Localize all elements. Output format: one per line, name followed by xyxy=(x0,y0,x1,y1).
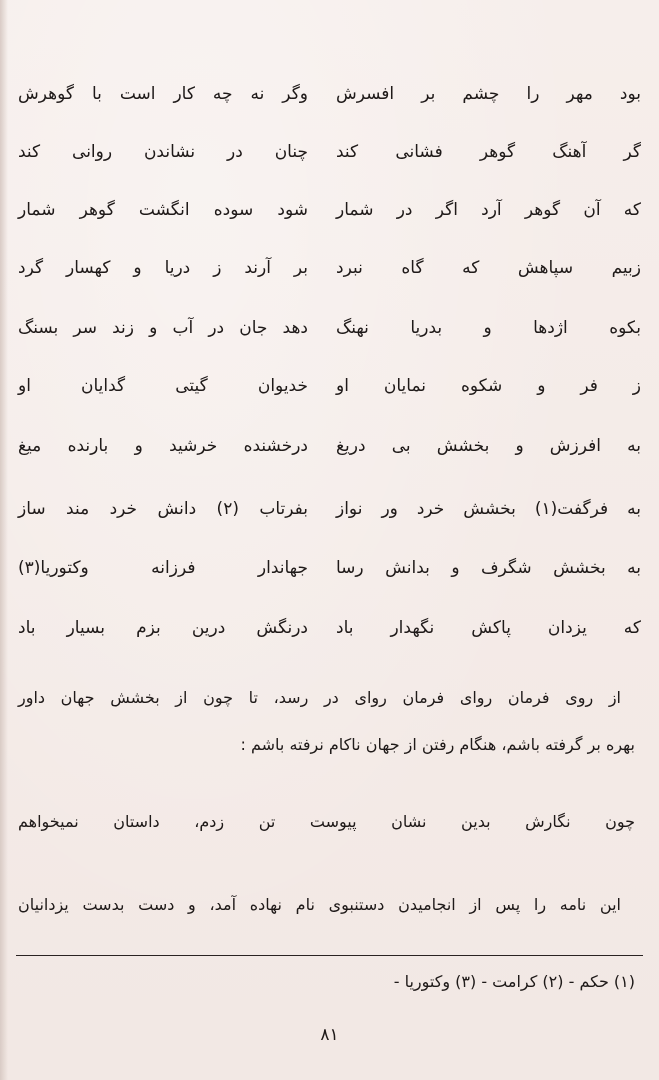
verse-9-second-hemistich: جهاندار فرزانه وکتوریا(۳) xyxy=(18,558,308,578)
verse-4-second-hemistich: بر آرند ز دریا و کهسار گرد xyxy=(18,258,308,278)
verse-5 xyxy=(18,310,641,350)
prose-line-1: از روی فرمان روای فرمان روای در رسد، تا چون از بخشش جهان داور xyxy=(18,688,621,707)
verse-7 xyxy=(18,428,641,468)
page-number: ۸۱ xyxy=(320,1025,339,1045)
verse-1-first-hemistich: بود مهر را چشم بر افسرش xyxy=(336,84,641,104)
verse-5-first-hemistich: بکوه اژدها و بدریا نهنگ xyxy=(336,318,641,338)
verse-8-first-hemistich: به فرگفت(۱) بخشش خرد ور نواز xyxy=(336,499,641,519)
verse-7-first-hemistich: به افرزش و بخشش بی دریغ xyxy=(336,436,641,456)
footnote-divider xyxy=(16,955,643,956)
verse-9-first-hemistich: به بخشش شگرف و بدانش رسا xyxy=(336,558,641,578)
verse-3-first-hemistich: که آن گوهر آرد اگر در شمار xyxy=(336,200,641,220)
verse-1-second-hemistich: وگر نه چه کار است با گوهرش xyxy=(18,84,308,104)
verse-2-first-hemistich: گر آهنگ گوهر فشانی کند xyxy=(336,142,641,162)
prose-line-2: بهره بر گرفته باشم، هنگام رفتن از جهان ناکام نرفته باشم : xyxy=(240,735,635,754)
verse-7-second-hemistich: درخشنده خرشید و بارنده میغ xyxy=(18,436,308,456)
verse-3-second-hemistich: شود سوده انگشت گوهر شمار xyxy=(18,200,308,220)
verse-6-first-hemistich: ز فر و شکوه نمایان او xyxy=(336,376,641,396)
verse-2-second-hemistich: چنان در نشاندن روانی کند xyxy=(18,142,308,162)
verse-10-first-hemistich: که یزدان پاکش نگهدار باد xyxy=(336,618,641,638)
verse-1 xyxy=(18,76,641,116)
footnote: (۱) حکم - (۲) کرامت - (۳) وکتوریا - xyxy=(393,972,635,991)
verse-8 xyxy=(18,491,641,531)
verse-3 xyxy=(18,192,641,232)
verse-4-first-hemistich: زبیم سپاهش که گاه نبرد xyxy=(336,258,641,278)
verse-10-second-hemistich: درنگش درین بزم بسیار باد xyxy=(18,618,308,638)
verse-8-second-hemistich: بفرتاب (۲) دانش خرد مند ساز xyxy=(18,499,308,519)
verse-2 xyxy=(18,134,641,174)
verse-6-second-hemistich: خدیوان گیتی گدایان او xyxy=(18,376,308,396)
verse-4 xyxy=(18,250,641,290)
prose-line-4: این نامه را پس از انجامیدن دستنبوی نام نهاده آمد، و دست بدست یزدانیان xyxy=(18,895,621,914)
verse-9 xyxy=(18,550,641,590)
prose-line-3: چون نگارش بدین نشان پیوست تن زدم، داستان نمیخواهم xyxy=(18,812,635,831)
verse-10 xyxy=(18,610,641,650)
verse-5-second-hemistich: دهد جان در آب و زند سر بسنگ xyxy=(18,318,308,338)
verse-6 xyxy=(18,368,641,408)
